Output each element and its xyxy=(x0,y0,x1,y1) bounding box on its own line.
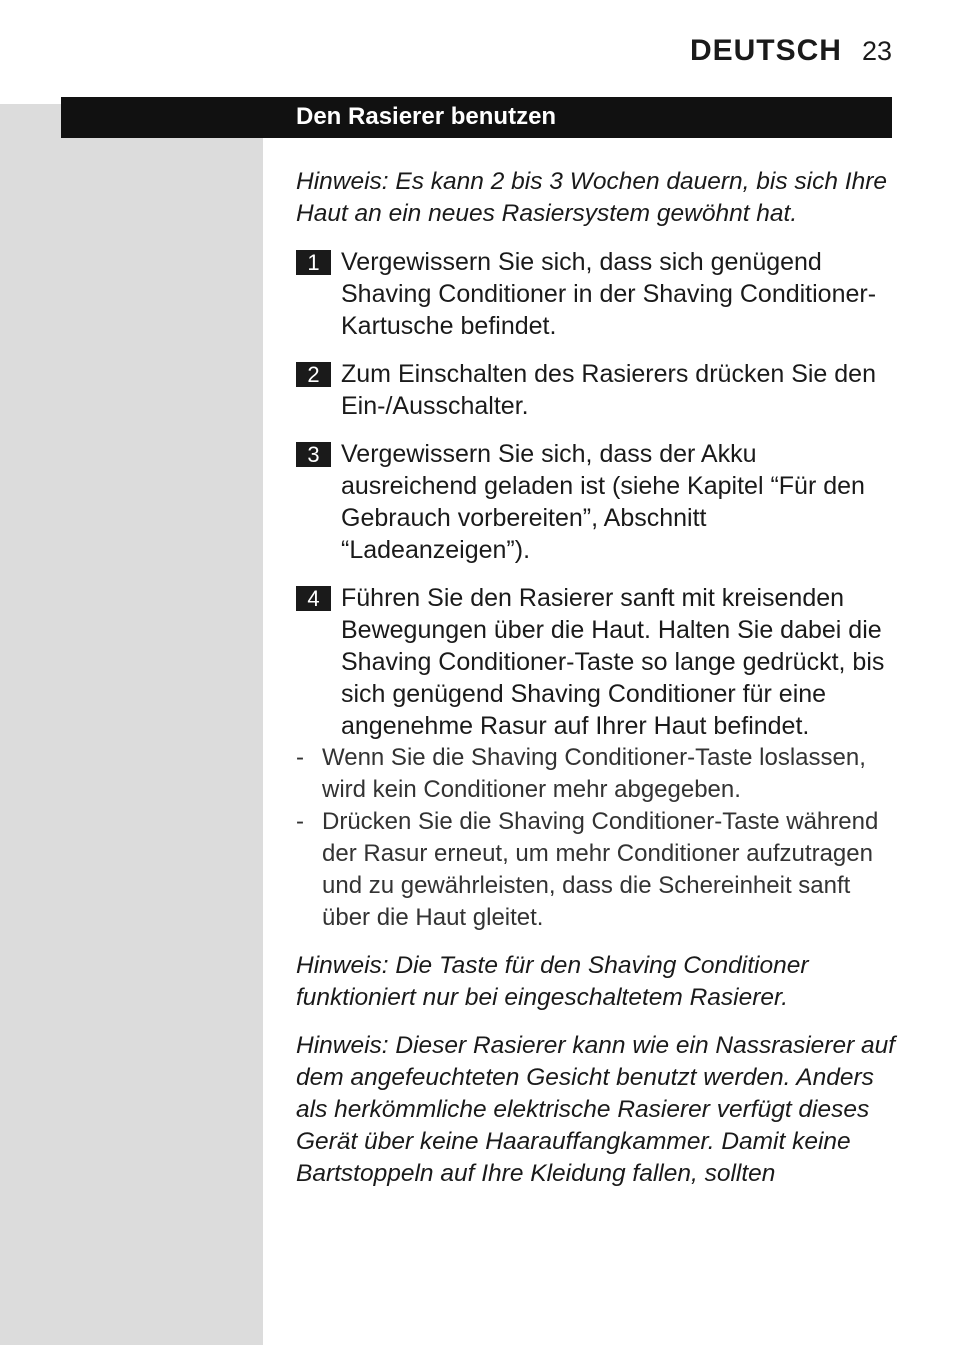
step-item xyxy=(296,582,896,742)
section-header-bar xyxy=(61,97,892,138)
step-text: Vergewissern Sie sich, dass sich genügend Shaving Conditioner in der Shaving Conditioner-Kartusche befindet. xyxy=(341,248,877,340)
note-intro: Hinweis: Es kann 2 bis 3 Wochen dauern, bis sich Ihre Haut an ein neues Rasiersystem gewöhnt hat. xyxy=(296,168,888,227)
bullet-dash: - xyxy=(296,744,304,771)
step-item xyxy=(296,246,896,342)
step-text: Vergewissern Sie sich, dass der Akku ausreichend geladen ist (siehe Kapitel “Für den Gebrauch vorbereiten”, Abschnitt “Ladeanzeigen”). xyxy=(341,440,865,564)
note-wet-shaving: Hinweis: Dieser Rasierer kann wie ein Nassrasierer auf dem angefeuchteten Gesicht benutzt werden. Anders als herkömmliche elektrische Rasierer verfügt dieses Gerät über keine Haarauffangkammer. Damit keine Bartstoppeln auf Ihre Kleidung fallen, sollten xyxy=(296,1032,896,1187)
step-number: 2 xyxy=(296,362,331,387)
step-text: Zum Einschalten des Rasierers drücken Sie den Ein-/Ausschalter. xyxy=(341,360,876,420)
page-header xyxy=(690,34,892,74)
section-title: Den Rasierer benutzen xyxy=(296,103,557,130)
page-number: 23 xyxy=(861,36,892,66)
bullet-dash: - xyxy=(296,808,304,835)
step-item xyxy=(296,438,896,566)
main-content xyxy=(296,166,896,1206)
step-item xyxy=(296,358,896,422)
bullet-text: Drücken Sie die Shaving Conditioner-Taste während der Rasur erneut, um mehr Conditioner aufzutragen und zu gewährleisten, dass die Schereinheit sanft über die Haut gleitet. xyxy=(322,808,879,931)
step-number: 1 xyxy=(296,250,331,275)
language-title: DEUTSCH xyxy=(689,34,842,67)
note-button-function: Hinweis: Die Taste für den Shaving Conditioner funktioniert nur bei eingeschaltetem Rasierer. xyxy=(296,952,809,1011)
bullet-list xyxy=(296,742,896,934)
bullet-item xyxy=(296,806,896,934)
step-number: 3 xyxy=(296,442,331,467)
step-text: Führen Sie den Rasierer sanft mit kreisenden Bewegungen über die Haut. Halten Sie dabei die Shaving Conditioner-Taste so lange gedrückt, bis sich genügend Shaving Conditioner für eine angenehme Rasur auf Ihrer Haut befindet. xyxy=(341,584,885,740)
bullet-item xyxy=(296,742,896,806)
side-margin-panel xyxy=(0,104,263,1345)
bullet-text: Wenn Sie die Shaving Conditioner-Taste loslassen, wird kein Conditioner mehr abgegeben. xyxy=(322,744,866,803)
step-number: 4 xyxy=(296,586,331,611)
